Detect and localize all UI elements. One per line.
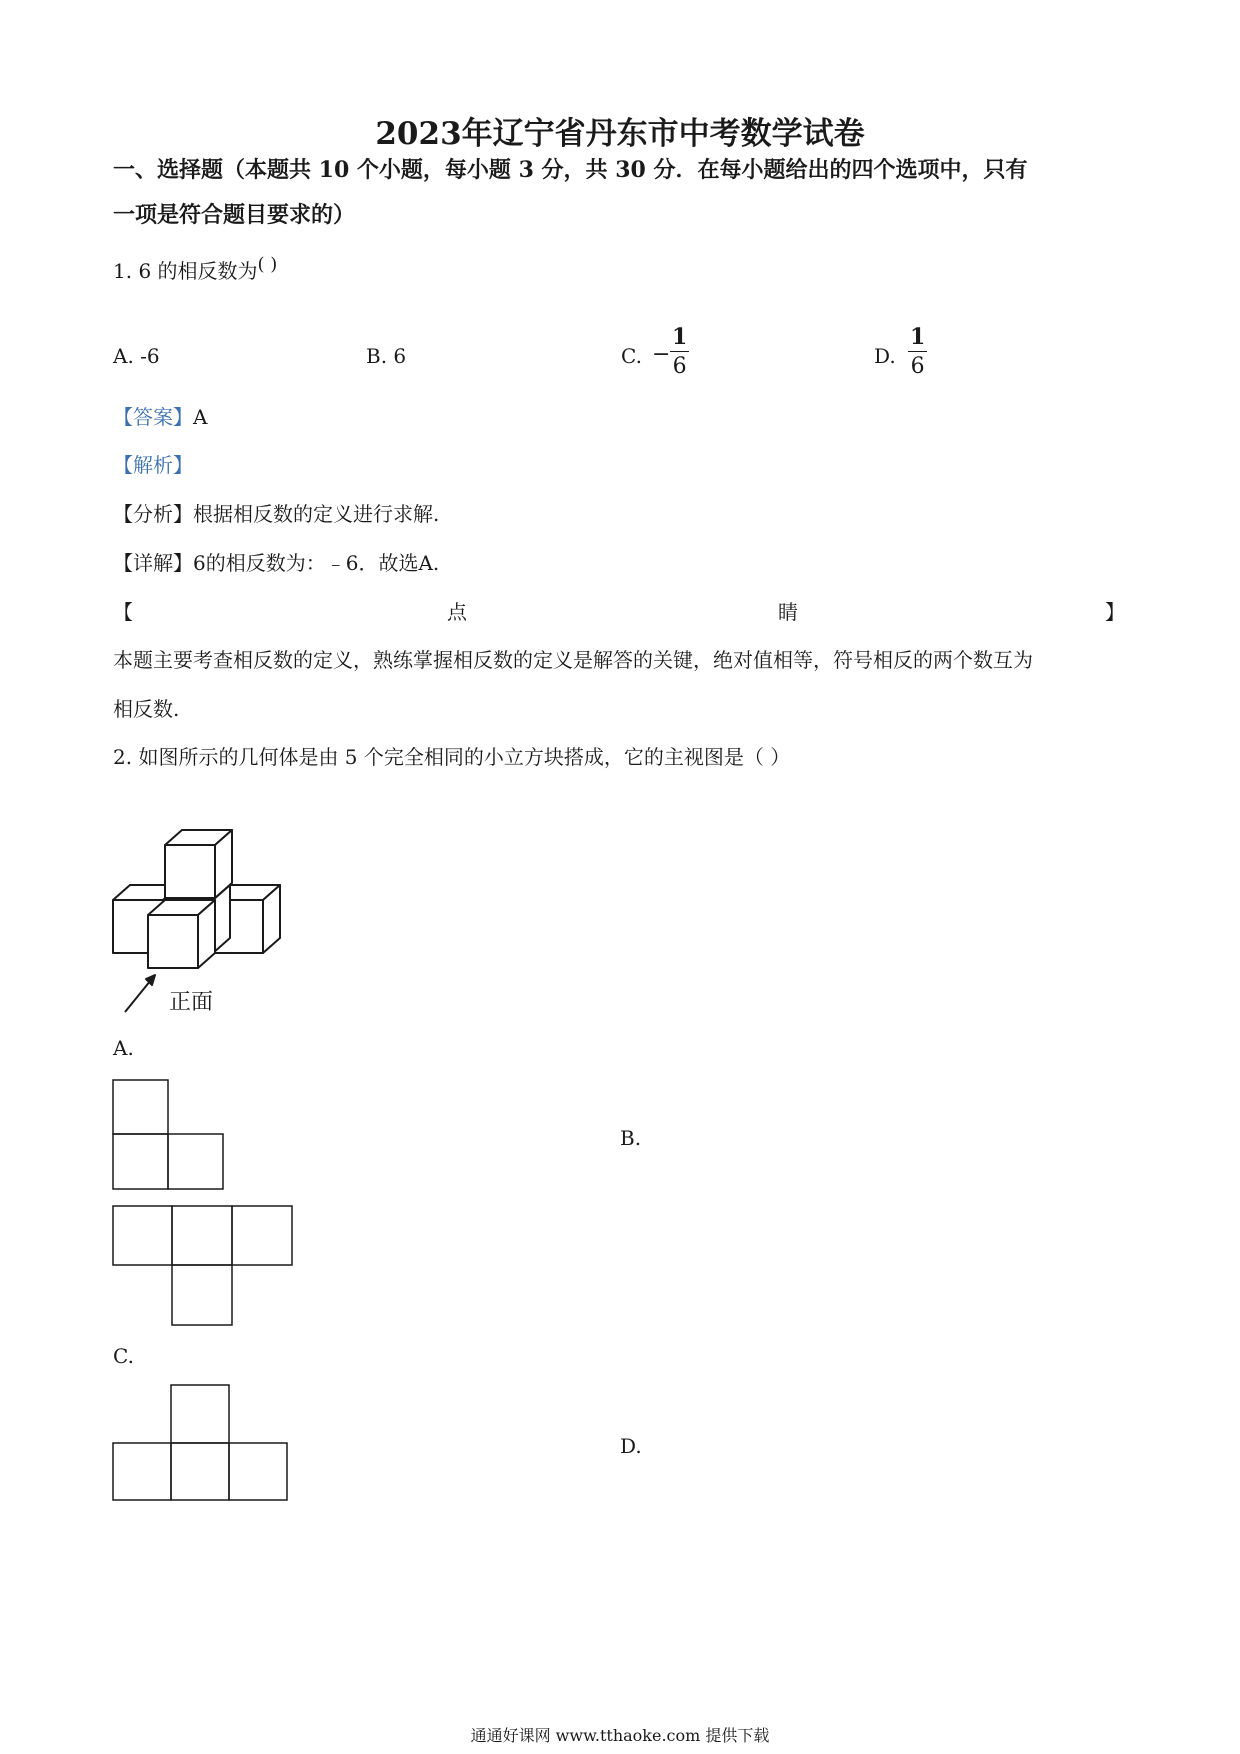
- q2-option-d-label: D.: [620, 1434, 642, 1458]
- cube-top: [165, 830, 232, 898]
- q2-option-b-label: B.: [620, 1126, 642, 1150]
- q1-xiangjie: 【详解】6的相反数为：﹣6．故选A.: [113, 551, 440, 575]
- q1-option-b: B. 6: [366, 344, 407, 368]
- q1-answer: [113, 401, 207, 430]
- q1-option-a: A. -6: [113, 344, 160, 368]
- q2-option-c-label: C.: [113, 1344, 134, 1368]
- q1-stem: [113, 255, 277, 284]
- q1-answer-paren: ( ): [257, 254, 278, 275]
- q2-option-b-figure: [112, 1205, 294, 1327]
- q1-stem-text: 1. 6 的相反数为: [113, 259, 258, 283]
- q1-comment-line2: 相反数.: [113, 697, 180, 721]
- section-heading-line1: 一、选择题（本题共 10 个小题，每小题 3 分，共 30 分．在每小题给出的四个选项中，只有: [113, 157, 1028, 183]
- answer-value: A: [193, 405, 208, 429]
- q1-option-d-fraction: [908, 323, 927, 382]
- footer-source: 通通好课网 www.tthaoke.com 提供下载: [470, 1726, 770, 1745]
- q2-option-a-label: A.: [113, 1036, 134, 1060]
- q1-option-d-numerator: 1: [910, 324, 926, 350]
- q1-option-d-label: D.: [874, 344, 896, 368]
- q1-option-c-label: C.: [621, 344, 642, 368]
- section-heading-line2: 一项是符合题目要求的）: [113, 202, 356, 228]
- answer-tag: 【答案】: [113, 405, 193, 429]
- q1-option-d-denominator: 6: [910, 354, 925, 379]
- q2-stem: 2. 如图所示的几何体是由 5 个完全相同的小立方块搭成，它的主视图是（ ）: [113, 745, 791, 769]
- dianjing-open: 【: [113, 600, 133, 624]
- page-title: 2023年辽宁省丹东市中考数学试卷: [375, 116, 865, 152]
- dianjing-char-1: 点: [447, 600, 467, 624]
- q1-option-c-denominator: 6: [672, 354, 687, 379]
- analysis-tag: 【解析】: [113, 453, 193, 477]
- q2-option-a-figure: [112, 1079, 226, 1191]
- q1-comment-line1: 本题主要考查相反数的定义，熟练掌握相反数的定义是解答的关键，绝对值相等，符号相反的两个数互为: [113, 648, 1033, 672]
- q1-option-c-numerator: 1: [672, 324, 688, 350]
- dianjing-char-2: 睛: [778, 600, 798, 624]
- dianjing-close: 】: [1105, 600, 1125, 624]
- q1-option-c-minus: −: [652, 342, 671, 367]
- cube-front: [148, 900, 215, 968]
- q1-option-c-fraction: [670, 323, 689, 382]
- front-label: 正面: [169, 990, 214, 1015]
- q2-option-c-figure: [112, 1384, 290, 1502]
- front-arrow: [125, 975, 155, 1012]
- q1-fenxi: 【分析】根据相反数的定义进行求解.: [113, 502, 440, 526]
